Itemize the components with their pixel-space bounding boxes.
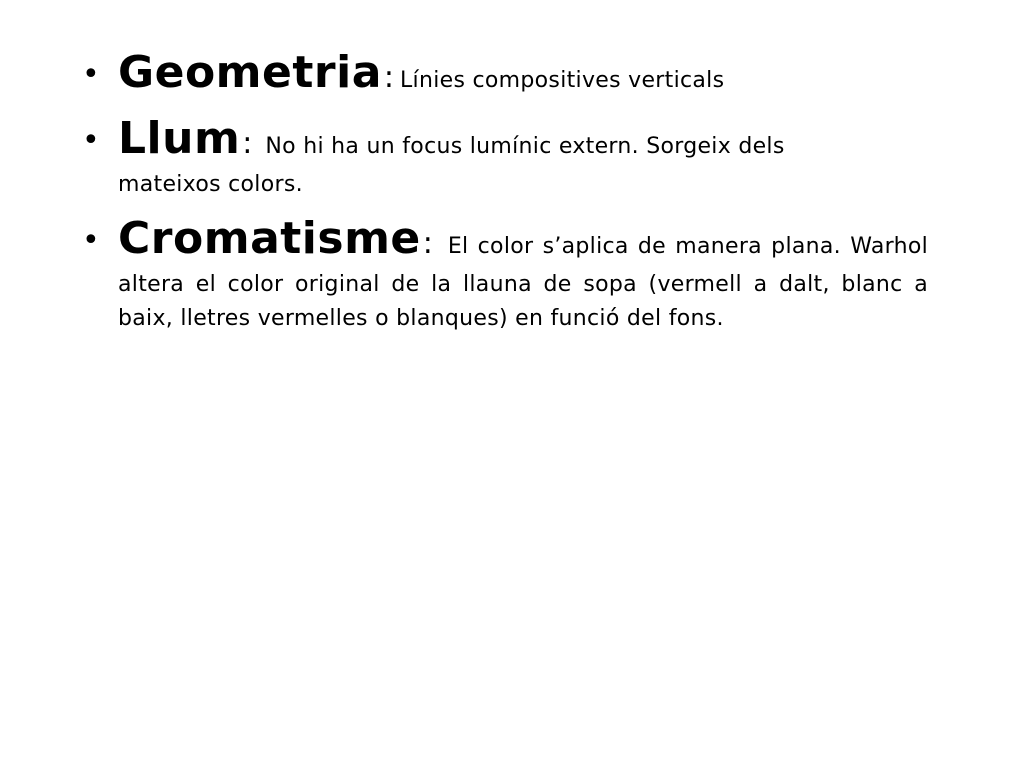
bullet-dot-icon: • xyxy=(82,223,100,258)
bullet-list xyxy=(82,44,928,344)
description-cromatisme: El color s’aplica de manera plana. Warhol altera el color original de la llauna de sopa (vermell a dalt, blanc a baix, lletres vermelles o blanques) en funció del fons. xyxy=(118,234,928,331)
term-llum: Llum xyxy=(118,113,241,164)
separator: : xyxy=(422,226,433,261)
description-geometria: Línies compositives verticals xyxy=(400,68,725,93)
description-llum: No hi ha un focus lumínic extern. Sorgeix dels mateixos colors. xyxy=(118,134,785,197)
bullet-dot-icon: • xyxy=(82,123,100,158)
bullet-dot-icon: • xyxy=(82,57,100,92)
term-geometria: Geometria xyxy=(118,47,382,98)
bullet-item-geometria xyxy=(82,44,928,102)
term-cromatisme: Cromatisme xyxy=(118,213,421,264)
bullet-item-llum xyxy=(82,110,928,202)
separator: : xyxy=(242,126,253,161)
bullet-item-cromatisme xyxy=(82,210,928,336)
separator: : xyxy=(383,60,394,95)
